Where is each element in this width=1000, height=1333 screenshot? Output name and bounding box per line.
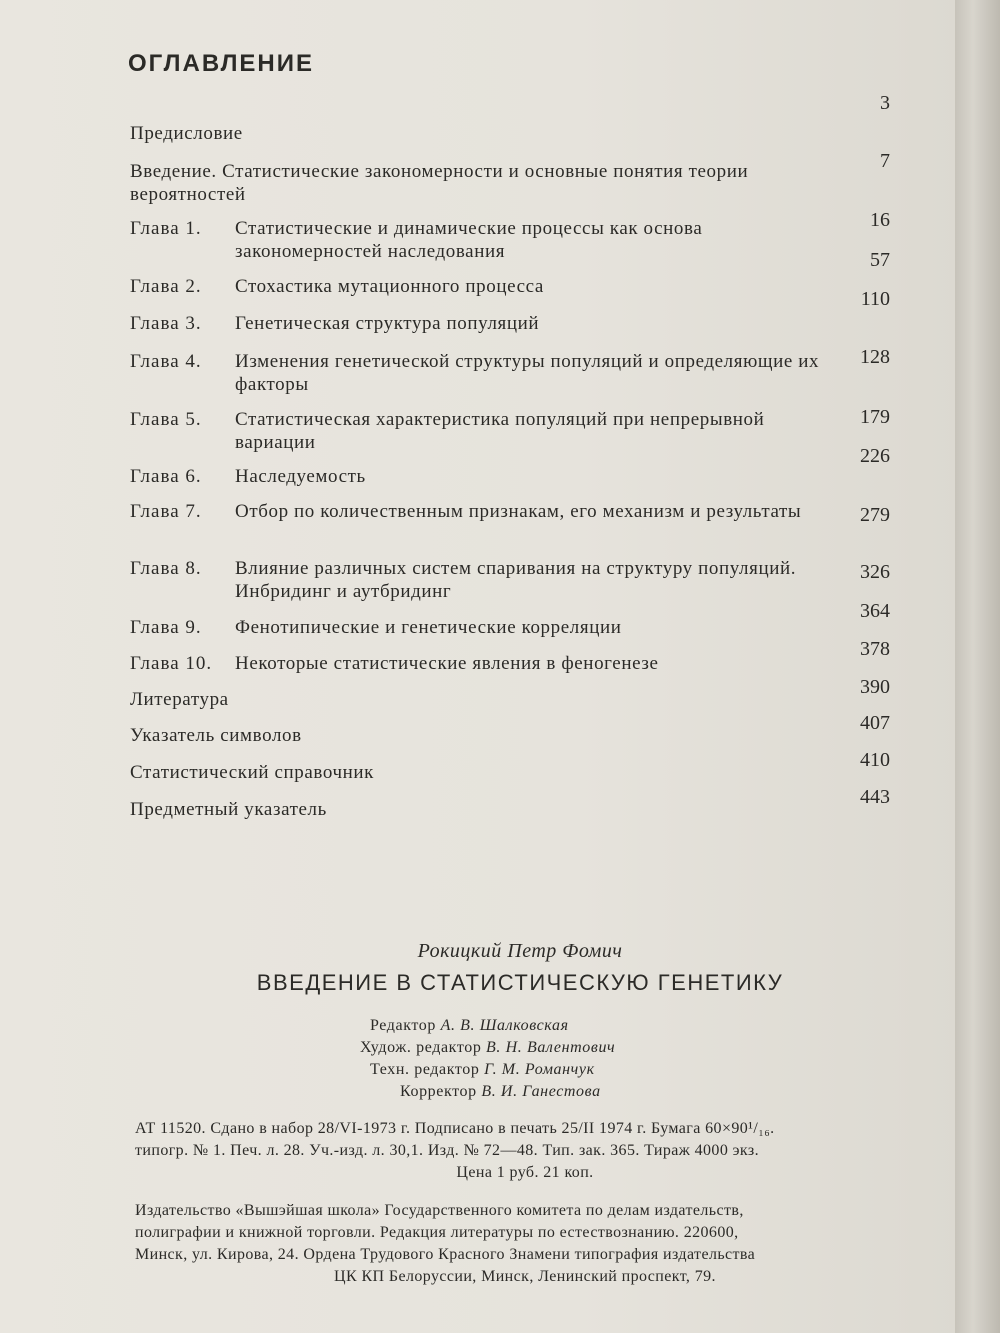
page-edge xyxy=(955,0,1000,1333)
toc-entry-title: Введение. Статистические закономерности и основные понятия теории вероятностей xyxy=(130,161,749,205)
toc-entry-title: Предисловие xyxy=(130,123,243,144)
toc-entry-page: 110 xyxy=(860,288,890,310)
publisher-line: полиграфии и книжной торговли. Редакция литературы по естествознанию. 220600, xyxy=(135,1224,739,1241)
credit-person: Г. М. Романчук xyxy=(484,1061,595,1078)
toc-entry-title: Наследуемость xyxy=(235,466,366,487)
toc-entry-title: Некоторые статистические явления в феногенезе xyxy=(235,653,659,674)
toc-heading: ОГЛАВЛЕНИЕ xyxy=(128,50,315,77)
toc-entry-page: 3 xyxy=(880,92,890,114)
toc-entry xyxy=(130,408,890,454)
toc-entry-title: Фенотипические и генетические корреляции xyxy=(235,617,622,638)
toc-entry xyxy=(130,500,890,546)
toc-entry-title: Предметный указатель xyxy=(130,799,327,820)
credits-block xyxy=(360,1015,760,1103)
toc-entry-page: 443 xyxy=(860,786,890,808)
toc-entry-page: 226 xyxy=(860,445,890,467)
toc-entry-chapter: Глава 10. xyxy=(130,653,213,674)
toc-entry-page: 410 xyxy=(860,749,890,771)
toc-entry-title: Стохастика мутационного процесса xyxy=(235,276,544,297)
toc-entry-page: 407 xyxy=(860,712,890,734)
toc-entry-title: Указатель символов xyxy=(130,725,302,746)
credit-role: Редактор xyxy=(370,1017,436,1034)
author-name: Рокицкий Петр Фомич xyxy=(417,940,623,962)
toc-entry-title: Статистические и динамические процессы как основа закономерностей наследования xyxy=(235,218,703,262)
toc-entry xyxy=(130,150,890,206)
toc-entry-chapter: Глава 3. xyxy=(130,313,202,334)
toc-entry-page: 16 xyxy=(870,209,890,231)
toc-entry-page: 390 xyxy=(860,676,890,698)
toc-entry-chapter: Глава 6. xyxy=(130,466,202,487)
toc-entry-chapter: Глава 2. xyxy=(130,276,202,297)
toc-entry-title: Статистический справочник xyxy=(130,762,374,783)
publisher-line: Минск, ул. Кирова, 24. Ордена Трудового Красного Знамени типография издательства xyxy=(135,1246,756,1263)
toc-entry-page: 279 xyxy=(860,504,890,526)
toc-entry-chapter: Глава 7. xyxy=(130,501,202,522)
toc-entry-title: Изменения генетической структуры популяций и определяющие их факторы xyxy=(235,351,820,395)
print-info-line: типогр. № 1. Печ. л. 28. Уч.-изд. л. 30,1. Изд. № 72—48. Тип. зак. 365. Тираж 4000 экз. xyxy=(135,1142,759,1159)
credit-person: А. В. Шалковская xyxy=(440,1017,569,1034)
print-info xyxy=(135,1118,915,1184)
credit-line xyxy=(360,1037,760,1059)
toc-entry-page: 179 xyxy=(860,406,890,428)
toc-entry-title: Влияние различных систем спаривания на структуру популяций. Инбридинг и аутбридинг xyxy=(235,558,797,602)
credit-role: Худож. редактор xyxy=(360,1039,482,1056)
toc-entry-page: 378 xyxy=(860,638,890,660)
book-title: ВВЕДЕНИЕ В СТАТИСТИЧЕСКУЮ ГЕНЕТИКУ xyxy=(256,970,784,995)
toc-entry-chapter: Глава 9. xyxy=(130,617,202,638)
credit-person: В. Н. Валентович xyxy=(486,1039,616,1056)
toc-entry-chapter: Глава 8. xyxy=(130,558,202,579)
toc-entry-title: Отбор по количественным признакам, его механизм и результаты xyxy=(235,501,802,522)
toc-entry-page: 128 xyxy=(860,346,890,368)
toc-entry-page: 364 xyxy=(860,600,890,622)
publisher-line: ЦК КП Белоруссии, Минск, Ленинский проспект, 79. xyxy=(334,1268,716,1285)
credit-line xyxy=(360,1059,760,1081)
credit-line xyxy=(360,1015,760,1037)
credit-role: Корректор xyxy=(400,1083,477,1100)
toc-entry-title: Генетическая структура популяций xyxy=(235,313,540,334)
publisher-line: Издательство «Вышэйшая школа» Государственного комитета по делам издательств, xyxy=(135,1202,744,1219)
publisher-info xyxy=(135,1200,915,1288)
toc-entry-title: Литература xyxy=(130,689,229,710)
credit-role: Техн. редактор xyxy=(370,1061,480,1078)
price: Цена 1 руб. 21 коп. xyxy=(456,1164,594,1181)
print-info-line: АТ 11520. Сдано в набор 28/VI-1973 г. Подписано в печать 25/II 1974 г. Бумага 60×90¹/₁₆. xyxy=(135,1120,775,1137)
toc-entry-chapter: Глава 1. xyxy=(130,218,202,239)
toc-entry-chapter: Глава 5. xyxy=(130,409,202,430)
toc-entry-title: Статистическая характеристика популяций при непрерывной вариации xyxy=(235,409,765,453)
credit-line xyxy=(360,1081,760,1103)
credit-person: В. И. Ганестова xyxy=(481,1083,601,1100)
toc-entry-page: 326 xyxy=(860,561,890,583)
toc-entry-page: 7 xyxy=(880,150,890,172)
toc-entry xyxy=(130,346,890,396)
toc-entry-chapter: Глава 4. xyxy=(130,351,202,372)
toc-entry xyxy=(130,209,890,263)
toc-entry xyxy=(130,557,890,603)
toc-entry-page: 57 xyxy=(870,249,890,271)
